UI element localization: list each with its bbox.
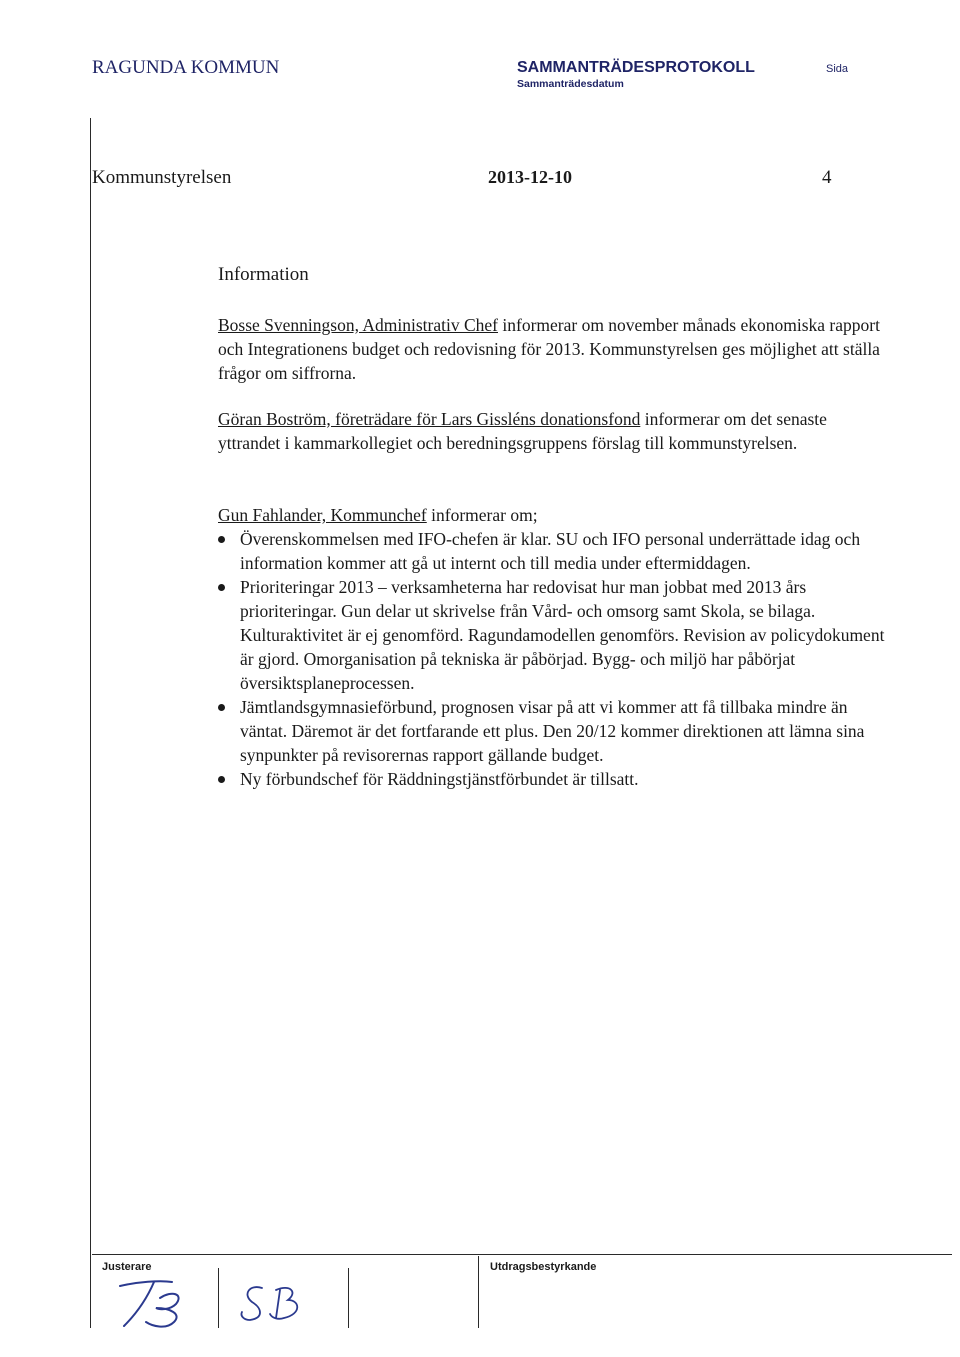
paragraph-text: informerar om; (426, 505, 538, 525)
footer-divider (218, 1268, 219, 1328)
organization-name: RAGUNDA KOMMUN (92, 57, 280, 78)
signature-initials-2 (236, 1278, 326, 1328)
left-margin-rule (90, 118, 91, 1328)
paragraph-3 (218, 503, 888, 791)
page-number: 4 (822, 167, 832, 188)
speaker-name: Göran Boström, företrädare för Lars Gissléns donationsfond (218, 409, 641, 429)
section-heading: Information (218, 264, 309, 285)
list-item: Överenskommelsen med IFO-chefen är klar. SU och IFO personal underrättade idag och information kommer att gå ut internt och till media under eftermiddagen. (218, 527, 888, 575)
justerare-label: Justerare (102, 1261, 152, 1273)
paragraph-1 (218, 313, 888, 385)
footer-rule (92, 1254, 952, 1255)
paragraph-2 (218, 407, 888, 455)
meeting-date: 2013-12-10 (488, 167, 572, 187)
paragraph-text: informerar om november månads ekonomiska rapport och Integrationens budget och redovisning för 2013. Kommunstyrelsen ges möjlighet att ställa frågor om siffrorna. (218, 315, 880, 383)
footer-divider (478, 1256, 479, 1328)
bullet-list (218, 527, 888, 791)
bullet-icon (218, 536, 225, 543)
list-item: Jämtlandsgymnasieförbund, prognosen visar på att vi kommer att få tillbaka mindre än väntat. Däremot är det fortfarande ett plus. Den 20/12 kommer direktionen att lämna sina synpunkter på revisorernas rapport gällande budget. (218, 695, 888, 767)
meeting-body: Kommunstyrelsen (92, 167, 232, 188)
paragraph-text: informerar om det senaste yttrandet i kammarkollegiet och beredningsgruppens förslag till kommunstyrelsen. (218, 409, 827, 453)
bullet-icon (218, 584, 225, 591)
list-item: Ny förbundschef för Räddningstjänstförbundet är tillsatt. (218, 767, 888, 791)
page-label: Sida (826, 63, 849, 75)
bullet-icon (218, 776, 225, 783)
bullet-icon (218, 704, 225, 711)
list-item: Prioriteringar 2013 – verksamheterna har redovisat hur man jobbat med 2013 års prioriteringar. Gun delar ut skrivelse från Vård- och omsorg samt Skola, se bilaga. Kulturaktivitet är ej genomförd. Ragundamodellen genomförs. Revision av policydokument är gjord. Omorganisation på tekniska är påbörjad. Bygg- och miljö har påbörjat översiktsplaneprocessen. (218, 575, 888, 695)
protocol-subtitle: Sammanträdesdatum (517, 78, 624, 90)
utdragsbestyrkande-label: Utdragsbestyrkande (490, 1261, 597, 1273)
signature-initials-1 (112, 1272, 202, 1332)
footer-divider (348, 1268, 349, 1328)
speaker-name: Bosse Svenningson, Administrativ Chef (218, 315, 498, 335)
speaker-name: Gun Fahlander, Kommunchef (218, 505, 427, 525)
protocol-title: SAMMANTRÄDESPROTOKOLL (517, 59, 755, 76)
